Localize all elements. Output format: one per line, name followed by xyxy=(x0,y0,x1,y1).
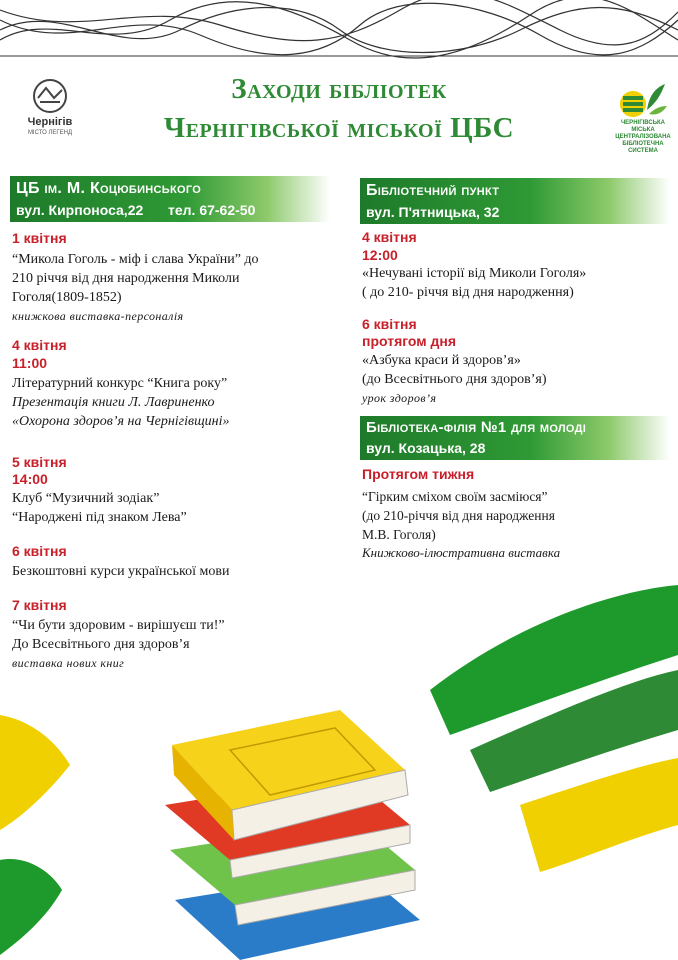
event-description: Клуб “Музичний зодіак” “Народжені під знаком Лева” xyxy=(12,491,187,525)
event-date: 6 квітня xyxy=(362,316,417,332)
library-banner-kotsiubynsky xyxy=(10,176,330,222)
event-description: «Нечувані історії від Миколи Гоголя» ( до 210- річчя від дня народження) xyxy=(362,266,587,300)
library-name: Бібліотека-філія №1 для молоді xyxy=(366,419,587,436)
event-italic-description: Книжково-ілюстративна виставка xyxy=(362,545,561,560)
event-date: 4 квітня xyxy=(12,337,67,353)
event-description: “Микола Гоголь - міф і слава України” до 210 річчя від дня народження Миколи Гоголя(1809-1852) xyxy=(12,252,259,305)
event-date: 7 квітня xyxy=(12,597,67,613)
event-description: “Чи бути здоровим - вирішуєш ти!” До Всесвітнього дня здоров’я xyxy=(12,618,225,652)
event-description: Безкоштовні курси української мови xyxy=(12,564,230,579)
library-banner-point xyxy=(360,178,670,224)
logo-left-subtitle: МІСТО ЛЕГЕНД xyxy=(27,130,73,136)
event-description: Літературний конкурс “Книга року” xyxy=(12,376,228,391)
event-note: виставка нових книг xyxy=(12,656,125,670)
event-time: 12:00 xyxy=(362,247,398,263)
event-date: Протягом тижня xyxy=(362,466,475,482)
event-date: 6 квітня xyxy=(12,543,67,559)
event-time: 11:00 xyxy=(12,355,48,371)
event-time: 14:00 xyxy=(12,471,48,487)
logo-right-text: ЧЕРНІГІВСЬКА МІСЬКА ЦЕНТРАЛІЗОВАНА БІБЛІОТЕЧНА СИСТЕМА xyxy=(615,120,671,154)
event-italic-description: Презентація книги Л. Лавриненко «Охорона здоров’я на Чернігівщині» xyxy=(12,395,230,429)
event-date: 4 квітня xyxy=(362,229,417,245)
library-address: вул. П'ятницька, 32 xyxy=(366,204,500,220)
event-description: «Азбука краси й здоров’я» (до Всесвітнього дня здоров’я) xyxy=(362,353,547,387)
event-time: протягом дня xyxy=(362,333,457,349)
event-description: “Гірким сміхом своїм засміюся” (до 210-річчя від дня народження М.В. Гоголя) xyxy=(362,489,555,542)
event-note: урок здоров’я xyxy=(362,391,437,405)
library-banner-youth xyxy=(360,416,670,460)
library-phone: тел. 67-62-50 xyxy=(168,202,256,218)
logo-left-name: Чернігів xyxy=(27,116,73,128)
library-name: Бібліотечний пункт xyxy=(366,182,500,199)
event-date: 1 квітня xyxy=(12,230,67,246)
page-title-line1: Заходи бібліотек xyxy=(231,73,447,105)
page-title-line2: Чернігівської міської ЦБС xyxy=(163,112,515,144)
event-date: 5 квітня xyxy=(12,454,67,470)
library-address: вул. Козацька, 28 xyxy=(366,440,486,456)
books-stack-icon xyxy=(160,700,440,960)
event-note: книжкова виставка-персоналія xyxy=(12,309,184,323)
library-name: ЦБ ім. М. Коцюбинського xyxy=(16,180,202,197)
decorative-ornament xyxy=(0,0,678,62)
library-address: вул. Кирпоноса,22 xyxy=(16,202,144,218)
